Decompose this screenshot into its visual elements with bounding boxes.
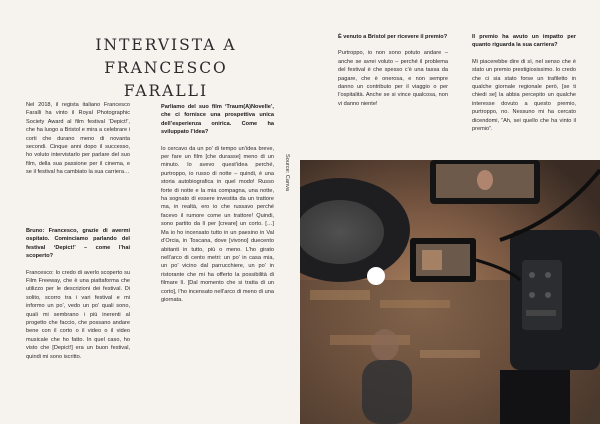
interview-column-4 <box>472 33 576 133</box>
answer-1: Francesco: Io credo di averlo scoperto su Film Freeway, che è una piattaforma che utilizzo per le descrizioni dei festival. Di solito, scorro tra i vari festival e mi informo un po’, vedo un po’ quali sono, quali mi sembrano i più inerenti al progetto che faccio, che possano andare bene con il corto o il video o il video musicale che ho fatto. In quel caso, ho visto che [Depict!] era un buon festival, quindi mi sono iscritto. <box>26 269 130 360</box>
title-line-2: FRANCESCO FARALLI <box>104 59 228 100</box>
answer-2: Io cercavo da un po’ di tempo un’idea breve, per fare un film [che durasse] meno di un minuto. Io avevo quest’idea perché, purtroppo, io russo di notte – quindi, è una storia autobiografica in quel modo! Russo forte di notte e la mia compagna, una notte, ha sognato di essere investita da un trattore ma, in realtà, ero io che russavo perché facevo il rumore come un trattore! Quindi, sono partito da lì per [creare] un corto. […] Ma io ho incensato tutto in un paesino in Val d’Orcia, in Toscana, dove [vivono] duecento abitanti in tutto, più o meno. L’ho girato nell’arco di cento metri: un po’ in casa mia, un po’ vicino dal parrucchiere, un po’ in ristorante che mi ha offerto la possibilità di filmare lì. [Dal momento che si tratta di un corto], l’ho incensato nell’arco di meno di una giornata. <box>161 145 274 303</box>
interview-column-3 <box>338 33 448 108</box>
interview-column-2 <box>161 103 274 304</box>
article-title <box>66 34 266 103</box>
intro-paragraph: Nel 2018, il regista italiano Francesco Faralli ha vinto il Royal Photographic Society Award al film festival ‘Depict!’, che ha luogo a Bristol e mira a celebrare i corti che durano meno di novanta secondi. Cinque anni dopo il successo, ho voluto intervistarlo per parlare del suo film, della sua passione per il cinema, e se il festival ha cambiato la sua carriera… <box>26 102 130 176</box>
intro-column <box>26 101 130 177</box>
photo-credit: Source: Canva <box>284 154 290 192</box>
question-2: Parliamo del suo film ‘Traum(A)Novelle’, che ci fornisce una prospettiva unica dell’esperienza onirica. Come ha sviluppato l’idea? <box>161 104 274 136</box>
question-1: Bruno: Francesco, grazie di avermi ospitato. Cominciamo parlando del festival ‘Depict!’ – come l’hai scoperto? <box>26 228 130 260</box>
question-3: È venuto a Bristol per ricevere il premio? <box>338 34 448 40</box>
title-line-1: INTERVISTA A <box>95 36 237 54</box>
answer-4: Mi piacerebbe dire di sì, nel senso che è stato un premio prestigiosissimo. Io credo che ci sia stato forse un trafiletto in qualche giornale regionale però, [se ti chiedi se] la abbia percepito un qualche interesse dovuto a questo premio, purtroppo, no. Nessuno mi ha cercato dicendomi, “Ah, sei quello che ha vinto il premio”. <box>472 58 576 133</box>
interview-column-1 <box>26 227 130 361</box>
answer-3: Purtroppo, io non sono potuto andare – anche se avrei voluto – perché il problema del festival è che spesso c’è una tassa da pagare, che è onerosa, e non sempre danno un contributo per il viaggio o per l’ospitalità. Anche se si vince qualcosa, non vi danno niente! <box>338 50 448 107</box>
film-set-photo <box>300 160 600 424</box>
question-4: Il premio ha avuto un impatto per quanto riguarda la sua carriera? <box>472 34 576 49</box>
camera-scene-illustration <box>300 160 600 424</box>
